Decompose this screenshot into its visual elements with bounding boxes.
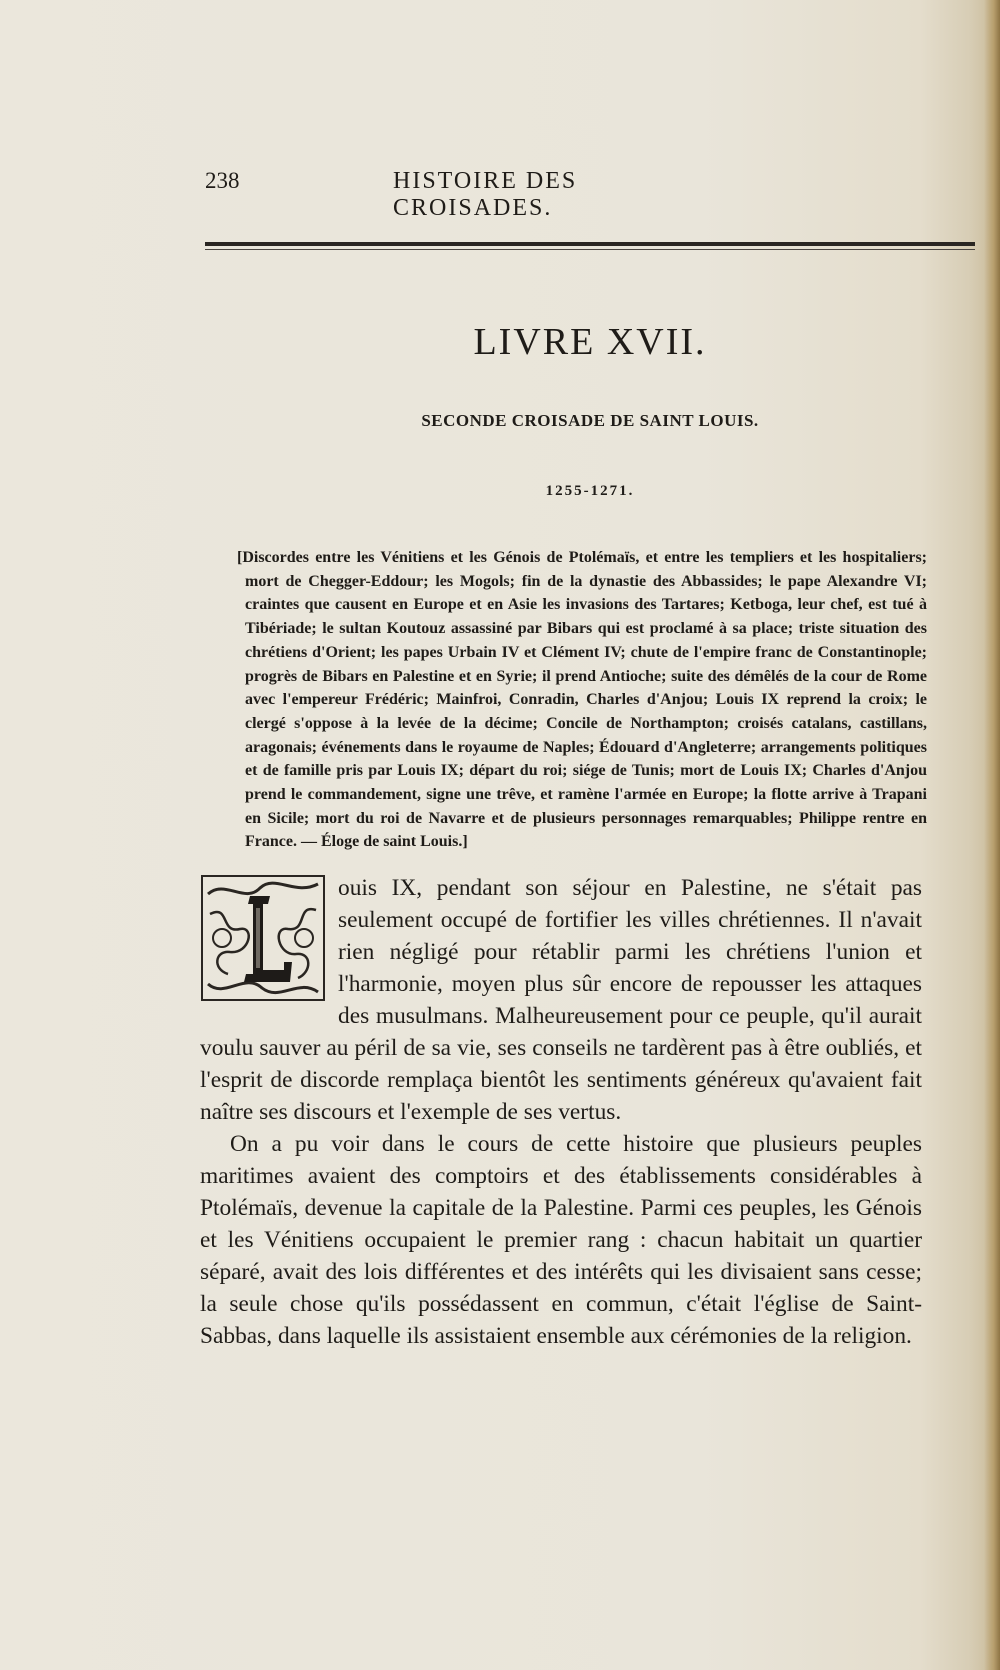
page-number: 238 xyxy=(205,168,240,193)
page-edge xyxy=(984,0,1000,1670)
header-rule xyxy=(205,242,975,246)
running-head xyxy=(205,168,735,221)
paragraph-2: On a pu voir dans le cours de cette histoire que plusieurs peuples maritimes avaient des comptoirs et des établissements considérables à Ptolémaïs, devenue la capitale de la Palestine. Parmi ces peuples, les Génois et les Vénitiens occupaient le premier rang : chacun habitait un quartier séparé, avait des lois différentes et des intérêts qui les divisaient sans cesse; la seule chose qu'ils possédassent en commun, c'était l'église de Saint-Sabbas, dans laquelle ils assistaient ensemble aux cérémonies de la religion. xyxy=(200,1131,922,1349)
chapter-subtitle: SECONDE CROISADE DE SAINT LOUIS. xyxy=(421,411,759,430)
ornamental-drop-cap xyxy=(200,874,326,1002)
running-title: HISTOIRE DES CROISADES. xyxy=(393,168,578,221)
chapter-dates: 1255-1271. xyxy=(545,483,635,499)
chapter-title: LIVRE XVII. xyxy=(473,321,707,363)
chapter-summary: [Discordes entre les Vénitiens et les Génois de Ptolémaïs, et entre les templiers et les hospitaliers; mort de Chegger-Eddour; les Mogols; fin de la dynastie des Abbassides; le pape Alexandre VI; craintes que causent en Europe et en Asie les invasions des Tartares; Ketboga, leur chef, est tué à Tibériade; le sultan Koutouz assassiné par Bibars qui est proclamé à sa place; triste situation des chrétiens d'Orient; les papes Urbain IV et Clément IV; chute de l'empire franc de Constantinople; progrès de Bibars en Palestine et en Syrie; il prend Antioche; suite des démêlés de la cour de Rome avec l'empereur Frédéric; Mainfroi, Conradin, Charles d'Anjou; Louis IX reprend la croix; le clergé s'oppose à la levée de la décime; Concile de Northampton; croisés catalans, castillans, aragonais; événements dans le royaume de Naples; Édouard d'Angleterre; arrangements politiques et de famille pris par Louis IX; départ du roi; siége de Tunis; mort de Louis IX; Charles d'Anjou prend le commandement, signe une trêve, et ramène l'armée en Europe; la flotte arrive à Trapani en Sicile; mort du roi de Navarre et de plusieurs personnages remarquables; Philippe rentre en France. — Éloge de saint Louis.] xyxy=(237,549,927,851)
paragraph-1: ouis IX, pendant son séjour en Palestine, ne s'était pas seulement occupé de fortifier les villes chrétiennes. Il n'avait rien négligé pour rétablir parmi les chrétiens l'union et l'harmonie, moyen plus sûr encore de repousser les attaques des musulmans. Malheureusement pour ce peuple, qu'il aurait voulu sauver au péril de sa vie, ses conseils ne tardèrent pas à être oubliés, et l'esprit de discorde remplaça bientôt les sentiments généreux qu'avaient fait naître ses discours et l'exemple de ses vertus. xyxy=(200,875,922,1125)
body-text xyxy=(200,872,922,1352)
header-rule-thin xyxy=(205,249,975,250)
